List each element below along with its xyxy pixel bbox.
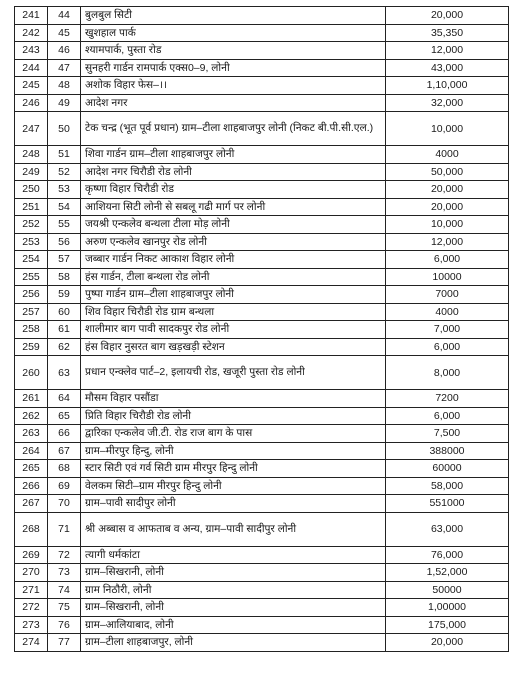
table-row	[15, 495, 509, 513]
serial-number-cell: 242	[15, 24, 48, 42]
amount-cell: 1,00000	[386, 599, 509, 617]
amount-cell: 7,000	[386, 321, 509, 339]
table-row	[15, 163, 509, 181]
entry-number-cell: 50	[48, 112, 81, 146]
serial-number-cell: 247	[15, 112, 48, 146]
amount-cell: 7,500	[386, 425, 509, 443]
table-row	[15, 634, 509, 652]
entry-number-cell: 66	[48, 425, 81, 443]
serial-number-cell: 272	[15, 599, 48, 617]
entry-number-cell: 47	[48, 59, 81, 77]
table-row	[15, 94, 509, 112]
table-row	[15, 460, 509, 478]
amount-cell: 50,000	[386, 163, 509, 181]
serial-number-cell: 262	[15, 407, 48, 425]
serial-number-cell: 266	[15, 477, 48, 495]
amount-cell: 7000	[386, 286, 509, 304]
serial-number-cell: 263	[15, 425, 48, 443]
location-name-cell: शिवा गार्डन ग्राम–टीला शाहबाजपुर लोनी	[81, 146, 386, 164]
serial-number-cell: 261	[15, 390, 48, 408]
amount-cell: 63,000	[386, 512, 509, 546]
location-name-cell: अरुण एन्कलेव खानपुर रोड लोनी	[81, 233, 386, 251]
entry-number-cell: 71	[48, 512, 81, 546]
location-name-cell: प्रिति विहार चिरौडी रोड लोनी	[81, 407, 386, 425]
location-name-cell: सुनहरी गार्डन रामपार्क एक्स0–9, लोनी	[81, 59, 386, 77]
location-name-cell: वेलकम सिटी–ग्राम मीरपुर हिन्दु लोनी	[81, 477, 386, 495]
entry-number-cell: 59	[48, 286, 81, 304]
location-name-cell: आशियना सिटी लोनी से सबलू गढी मार्ग पर लोनी	[81, 198, 386, 216]
location-name-cell: हंस विहार नुसरत बाग खड़खड़ी स्टेशन	[81, 338, 386, 356]
entry-number-cell: 58	[48, 268, 81, 286]
entry-number-cell: 60	[48, 303, 81, 321]
table-row	[15, 407, 509, 425]
amount-cell: 6,000	[386, 251, 509, 269]
location-name-cell: शालीमार बाग पावी सादकपुर रोड लोनी	[81, 321, 386, 339]
entry-number-cell: 70	[48, 495, 81, 513]
location-name-cell: आदेश नगर	[81, 94, 386, 112]
table-row	[15, 146, 509, 164]
location-name-cell: द्वारिका एन्कलेव जी.टी. रोड राज बाग के पास	[81, 425, 386, 443]
amount-cell: 50000	[386, 581, 509, 599]
entry-number-cell: 48	[48, 77, 81, 95]
location-name-cell: ग्राम–सिखरानी, लोनी	[81, 599, 386, 617]
table-row	[15, 442, 509, 460]
serial-number-cell: 258	[15, 321, 48, 339]
table-row	[15, 477, 509, 495]
table-row	[15, 599, 509, 617]
serial-number-cell: 269	[15, 546, 48, 564]
location-name-cell: खुशहाल पार्क	[81, 24, 386, 42]
location-name-cell: टेक चन्द्र (भूत पूर्व प्रधान) ग्राम–टीला शाहबाजपुर लोनी (निकट बी.पी.सी.एल.)	[81, 112, 386, 146]
table-row	[15, 216, 509, 234]
table-body	[15, 7, 509, 652]
entry-number-cell: 65	[48, 407, 81, 425]
location-name-cell: जयश्री एन्कलेव बन्थला टीला मोड़ लोनी	[81, 216, 386, 234]
serial-number-cell: 243	[15, 42, 48, 60]
amount-cell: 35,350	[386, 24, 509, 42]
table-row	[15, 512, 509, 546]
location-name-cell: शिव विहार चिरौडी रोड ग्राम बन्थला	[81, 303, 386, 321]
table-row	[15, 268, 509, 286]
serial-number-cell: 274	[15, 634, 48, 652]
serial-number-cell: 260	[15, 356, 48, 390]
entry-number-cell: 54	[48, 198, 81, 216]
serial-number-cell: 251	[15, 198, 48, 216]
table-row	[15, 42, 509, 60]
property-table	[14, 6, 509, 652]
amount-cell: 1,10,000	[386, 77, 509, 95]
location-name-cell: हंस गार्डन, टीला बन्थला रोड लोनी	[81, 268, 386, 286]
table-row	[15, 233, 509, 251]
serial-number-cell: 271	[15, 581, 48, 599]
table-row	[15, 303, 509, 321]
amount-cell: 1,52,000	[386, 564, 509, 582]
serial-number-cell: 264	[15, 442, 48, 460]
amount-cell: 6,000	[386, 407, 509, 425]
table-row	[15, 321, 509, 339]
amount-cell: 60000	[386, 460, 509, 478]
entry-number-cell: 77	[48, 634, 81, 652]
amount-cell: 12,000	[386, 233, 509, 251]
location-name-cell: आदेश नगर चिरौडी रोड लोनी	[81, 163, 386, 181]
location-name-cell: श्यामपार्क, पुस्ता रोड	[81, 42, 386, 60]
location-name-cell: कृष्णा विहार चिरौडी रोड	[81, 181, 386, 199]
table-row	[15, 564, 509, 582]
serial-number-cell: 256	[15, 286, 48, 304]
serial-number-cell: 255	[15, 268, 48, 286]
serial-number-cell: 245	[15, 77, 48, 95]
amount-cell: 32,000	[386, 94, 509, 112]
entry-number-cell: 68	[48, 460, 81, 478]
amount-cell: 6,000	[386, 338, 509, 356]
serial-number-cell: 246	[15, 94, 48, 112]
entry-number-cell: 75	[48, 599, 81, 617]
serial-number-cell: 254	[15, 251, 48, 269]
entry-number-cell: 46	[48, 42, 81, 60]
table-row	[15, 59, 509, 77]
location-name-cell: मौसम विहार पसौंडा	[81, 390, 386, 408]
entry-number-cell: 76	[48, 616, 81, 634]
table-row	[15, 425, 509, 443]
location-name-cell: बुलबुल सिटी	[81, 7, 386, 25]
entry-number-cell: 74	[48, 581, 81, 599]
location-name-cell: पुष्पा गार्डन ग्राम–टीला शाहबाजपुर लोनी	[81, 286, 386, 304]
table-row	[15, 581, 509, 599]
table-row	[15, 616, 509, 634]
serial-number-cell: 273	[15, 616, 48, 634]
serial-number-cell: 253	[15, 233, 48, 251]
entry-number-cell: 73	[48, 564, 81, 582]
entry-number-cell: 56	[48, 233, 81, 251]
entry-number-cell: 57	[48, 251, 81, 269]
amount-cell: 76,000	[386, 546, 509, 564]
entry-number-cell: 67	[48, 442, 81, 460]
entry-number-cell: 69	[48, 477, 81, 495]
amount-cell: 20,000	[386, 181, 509, 199]
location-name-cell: स्टार सिटी एवं गर्व सिटी ग्राम मीरपुर हिन्दु लोनी	[81, 460, 386, 478]
entry-number-cell: 49	[48, 94, 81, 112]
table-row	[15, 77, 509, 95]
amount-cell: 4000	[386, 303, 509, 321]
amount-cell: 20,000	[386, 198, 509, 216]
serial-number-cell: 257	[15, 303, 48, 321]
amount-cell: 10,000	[386, 112, 509, 146]
serial-number-cell: 268	[15, 512, 48, 546]
location-name-cell: ग्राम–आलियाबाद, लोनी	[81, 616, 386, 634]
amount-cell: 7200	[386, 390, 509, 408]
entry-number-cell: 51	[48, 146, 81, 164]
entry-number-cell: 53	[48, 181, 81, 199]
serial-number-cell: 248	[15, 146, 48, 164]
location-name-cell: जब्बार गार्डन निकट आकाश विहार लोनी	[81, 251, 386, 269]
amount-cell: 10,000	[386, 216, 509, 234]
table-row	[15, 251, 509, 269]
entry-number-cell: 52	[48, 163, 81, 181]
location-name-cell: ग्राम–टीला शाहबाजपुर, लोनी	[81, 634, 386, 652]
table-row	[15, 546, 509, 564]
entry-number-cell: 45	[48, 24, 81, 42]
entry-number-cell: 44	[48, 7, 81, 25]
table-row	[15, 7, 509, 25]
location-name-cell: ग्राम–मीरपुर हिन्दु, लोनी	[81, 442, 386, 460]
table-row	[15, 286, 509, 304]
amount-cell: 551000	[386, 495, 509, 513]
serial-number-cell: 250	[15, 181, 48, 199]
entry-number-cell: 63	[48, 356, 81, 390]
location-name-cell: ग्राम निठौरी, लोनी	[81, 581, 386, 599]
table-row	[15, 112, 509, 146]
amount-cell: 20,000	[386, 634, 509, 652]
location-name-cell: ग्राम–पावी सादीपुर लोनी	[81, 495, 386, 513]
location-name-cell: अशोक विहार फेस–।।	[81, 77, 386, 95]
location-name-cell: त्यागी धर्मकांटा	[81, 546, 386, 564]
serial-number-cell: 244	[15, 59, 48, 77]
amount-cell: 43,000	[386, 59, 509, 77]
entry-number-cell: 61	[48, 321, 81, 339]
location-name-cell: श्री अब्बास व आफताब व अन्य, ग्राम–पावी सादीपुर लोनी	[81, 512, 386, 546]
amount-cell: 12,000	[386, 42, 509, 60]
table-row	[15, 181, 509, 199]
table-row	[15, 24, 509, 42]
table-row	[15, 338, 509, 356]
entry-number-cell: 55	[48, 216, 81, 234]
table-row	[15, 198, 509, 216]
serial-number-cell: 270	[15, 564, 48, 582]
entry-number-cell: 62	[48, 338, 81, 356]
amount-cell: 20,000	[386, 7, 509, 25]
amount-cell: 10000	[386, 268, 509, 286]
location-name-cell: ग्राम–सिखरानी, लोनी	[81, 564, 386, 582]
entry-number-cell: 72	[48, 546, 81, 564]
entry-number-cell: 64	[48, 390, 81, 408]
amount-cell: 175,000	[386, 616, 509, 634]
table-row	[15, 356, 509, 390]
amount-cell: 4000	[386, 146, 509, 164]
serial-number-cell: 265	[15, 460, 48, 478]
serial-number-cell: 241	[15, 7, 48, 25]
serial-number-cell: 252	[15, 216, 48, 234]
amount-cell: 388000	[386, 442, 509, 460]
serial-number-cell: 267	[15, 495, 48, 513]
amount-cell: 8,000	[386, 356, 509, 390]
amount-cell: 58,000	[386, 477, 509, 495]
location-name-cell: प्रधान एन्क्लेव पार्ट–2, इलायची रोड, खजूरी पुस्ता रोड लोनी	[81, 356, 386, 390]
table-row	[15, 390, 509, 408]
serial-number-cell: 249	[15, 163, 48, 181]
serial-number-cell: 259	[15, 338, 48, 356]
